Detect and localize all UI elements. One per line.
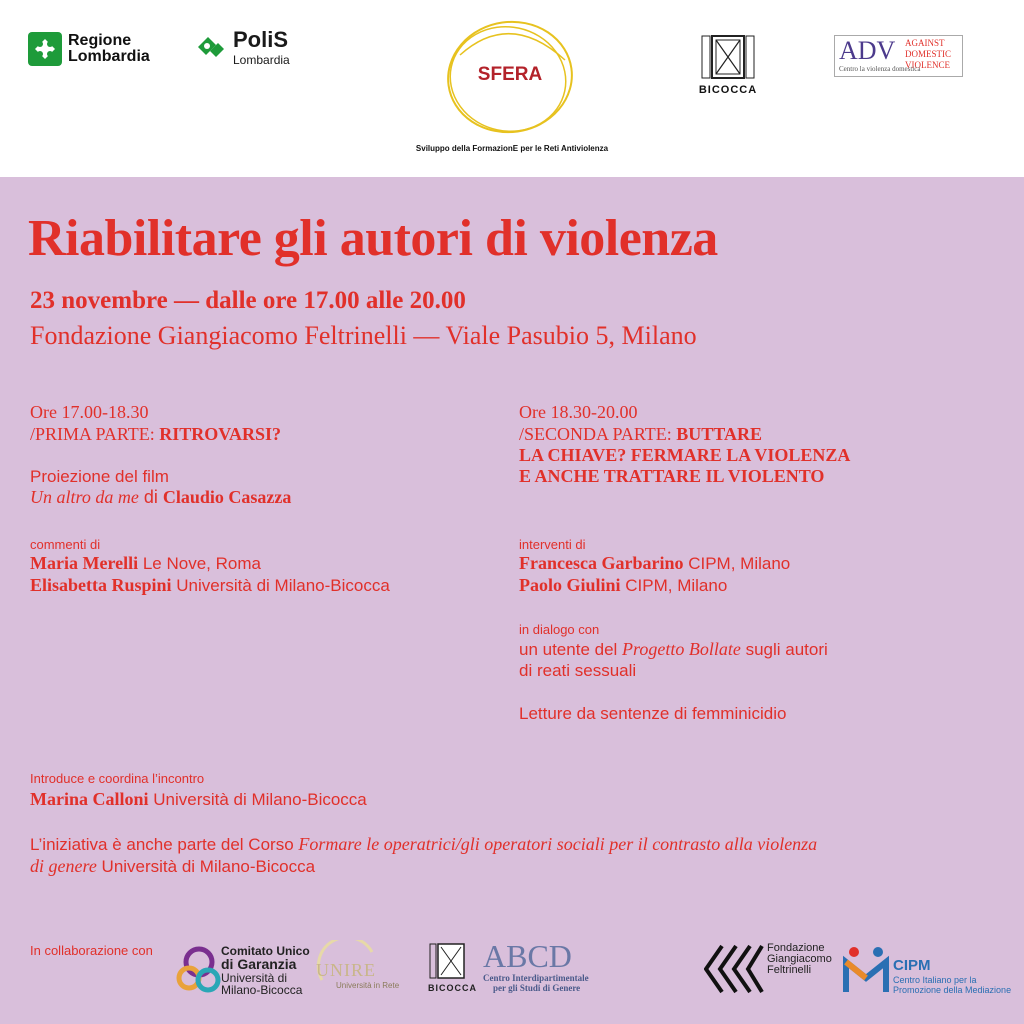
regione-lombardia-logo-text bbox=[68, 33, 150, 65]
part1-time: Ore 17.00-18.30 bbox=[30, 402, 149, 422]
event-date: 23 novembre — dalle ore 17.00 alle 20.00 bbox=[30, 287, 466, 314]
unire-logo-word: UNIRE bbox=[316, 960, 376, 980]
part2-label bbox=[519, 424, 762, 445]
cug-line4: Milano-Bicocca bbox=[221, 983, 303, 997]
event-title: Riabilitare gli autori di violenza bbox=[28, 210, 718, 267]
abcd-logo-word: ABCD bbox=[483, 938, 572, 974]
part2-label-line2: LA CHIAVE? FERMARE LA VIOLENZA bbox=[519, 445, 851, 465]
speaker-name: Paolo Giulini bbox=[519, 575, 621, 595]
film-title: Un altro da me bbox=[30, 487, 139, 507]
course-line1 bbox=[30, 833, 817, 856]
speaker-affiliation: CIPM, Milano bbox=[620, 576, 728, 595]
sfera-logo-word: SFERA bbox=[477, 64, 543, 85]
adv-side-line2: DOMESTIC bbox=[905, 49, 952, 59]
abcd-logo-sub bbox=[483, 973, 589, 993]
part2-speaker2 bbox=[519, 575, 727, 596]
letture-line: Letture da sentenze di femminicidio bbox=[519, 704, 787, 723]
part1-label bbox=[30, 424, 281, 445]
unire-logo-sub: Università in Rete bbox=[336, 981, 400, 990]
feltrinelli-line2: Giangiacomo bbox=[767, 953, 832, 965]
part2-label-line3: E ANCHE TRATTARE IL VIOLENTO bbox=[519, 466, 825, 486]
part2-time: Ore 18.30-20.00 bbox=[519, 402, 638, 422]
course-text2: Università di Milano-Bicocca bbox=[96, 857, 316, 876]
feltrinelli-logo-icon bbox=[704, 944, 764, 994]
cug-line2: di Garanzia bbox=[221, 956, 297, 972]
comments-label: commenti di bbox=[30, 537, 101, 552]
cipm-sub2: Promozione della Mediazione bbox=[893, 985, 1012, 995]
abcd-unib-word: BICOCCA bbox=[428, 983, 477, 993]
adv-side-line3: VIOLENCE bbox=[905, 60, 950, 70]
cug-logo-text bbox=[221, 945, 310, 996]
speaker-name: Maria Merelli bbox=[30, 553, 139, 573]
part1-speaker1 bbox=[30, 553, 261, 574]
abcd-unimib-crest-icon bbox=[428, 942, 478, 986]
speaker-name: Francesca Garbarino bbox=[519, 553, 684, 573]
adv-side-line1: AGAINST bbox=[905, 38, 945, 48]
moderator-affiliation: Università di Milano-Bicocca bbox=[148, 790, 367, 809]
regione-lombardia-icon bbox=[28, 32, 62, 66]
film-line bbox=[30, 487, 291, 508]
cipm-logo-icon bbox=[842, 944, 890, 994]
course-italic2: di genere bbox=[30, 856, 97, 876]
adv-logo-small: Centro la violenza domestica bbox=[839, 65, 921, 73]
collab-label: In collaborazione con bbox=[30, 943, 153, 958]
sfera-logo-subtitle: Sviluppo della FormazionE per le Reti Antiviolenza bbox=[415, 144, 609, 153]
regione-lombardia-logo-mark bbox=[28, 32, 62, 66]
polis-logo-title: PoliS bbox=[233, 27, 289, 52]
cipm-logo-sub bbox=[893, 975, 1011, 995]
feltrinelli-logo-text bbox=[767, 943, 832, 976]
interventi-label: interventi di bbox=[519, 537, 586, 552]
cug-line1: Comitato Unico bbox=[221, 944, 310, 958]
moderator-name: Marina Calloni bbox=[30, 789, 149, 809]
cipm-logo-word: CIPM bbox=[893, 957, 931, 974]
film-director: Claudio Casazza bbox=[162, 487, 292, 507]
dialog-line1 bbox=[519, 638, 828, 661]
cipm-sub1: Centro Italiano per la bbox=[893, 975, 977, 985]
feltrinelli-line1: Fondazione bbox=[767, 942, 825, 954]
cug-logo-icon bbox=[174, 940, 224, 998]
header-logo-bar bbox=[0, 0, 1024, 177]
feltrinelli-line3: Feltrinelli bbox=[767, 964, 812, 976]
course-text1: L’iniziativa è anche parte del Corso bbox=[30, 835, 299, 854]
course-line2 bbox=[30, 855, 315, 878]
dialog-line2: di reati sessuali bbox=[519, 661, 637, 680]
dialog-text2: sugli autori bbox=[740, 640, 828, 659]
adv-logo-main: ADV bbox=[839, 36, 896, 65]
part2-speaker1 bbox=[519, 553, 790, 574]
polis-logo-sub: Lombardia bbox=[233, 53, 290, 67]
dialog-project: Progetto Bollate bbox=[622, 639, 741, 659]
dialog-text1: un utente del bbox=[519, 640, 623, 659]
adv-logo bbox=[834, 35, 963, 77]
film-intro: Proiezione del film bbox=[30, 467, 169, 486]
part1-label-bold: RITROVARSI? bbox=[159, 424, 281, 444]
speaker-affiliation: CIPM, Milano bbox=[683, 554, 791, 573]
course-italic1: Formare le operatrici/gli operatori sociali per il contrasto alla violenza bbox=[298, 834, 818, 854]
regione-line1: Regione bbox=[68, 32, 132, 49]
moderator-label: Introduce e coordina l’incontro bbox=[30, 771, 205, 786]
film-by: di bbox=[138, 487, 163, 507]
part2-label-prefix: /SECONDA PARTE: bbox=[519, 424, 677, 444]
event-venue: Fondazione Giangiacomo Feltrinelli — Viale Pasubio 5, Milano bbox=[30, 321, 697, 350]
part2-label-bold1: BUTTARE bbox=[676, 424, 762, 444]
part1-label-prefix: /PRIMA PARTE: bbox=[30, 424, 160, 444]
polis-logo-icon bbox=[194, 33, 228, 61]
speaker-affiliation: Le Nove, Roma bbox=[138, 554, 261, 573]
dialog-label: in dialogo con bbox=[519, 622, 600, 637]
speaker-name: Elisabetta Ruspini bbox=[30, 575, 172, 595]
unimib-logo-word: BICOCCA bbox=[698, 84, 758, 96]
moderator-line bbox=[30, 789, 367, 810]
regione-line2: Lombardia bbox=[68, 48, 150, 65]
part1-speaker2 bbox=[30, 575, 390, 596]
speaker-affiliation: Università di Milano-Bicocca bbox=[171, 576, 390, 595]
abcd-sub2: per gli Studi di Genere bbox=[493, 983, 581, 993]
abcd-sub1: Centro Interdipartimentale bbox=[483, 973, 589, 983]
cug-line3: Università di bbox=[221, 971, 288, 985]
